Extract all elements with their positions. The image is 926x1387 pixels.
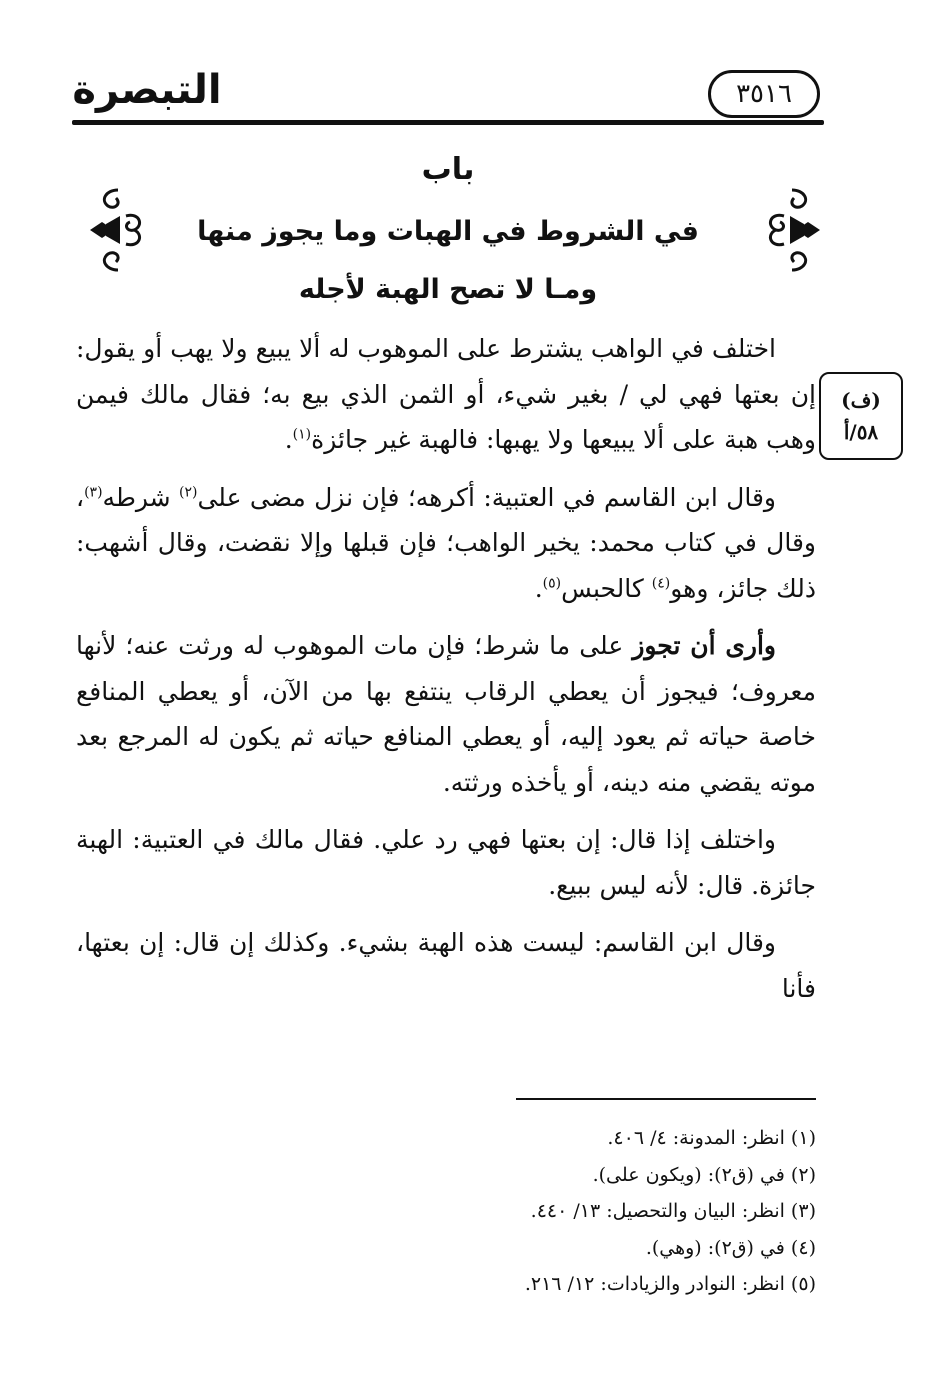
paragraph-2: وقال ابن القاسم في العتبية: أكرهه؛ فإن نزل مضى على$^{(٢)}$ شرطه$^{(٣)}$، وقال في كتاب محمد: يخير الواهب؛ فإن قبلها وإلا نقضت، وقال أشهب: ذلك جائز، وهو$^{(٤)}$ كالحبس$^{(٥)}$. xyxy=(76,482,816,603)
header-rule xyxy=(72,120,824,125)
footnote-item: (٣) انظر: البيان والتحصيل: ١٣/ ٤٤٠. xyxy=(530,1200,816,1222)
right-ornament-icon xyxy=(760,186,824,274)
footnotes xyxy=(76,1120,816,1303)
footnote-item: (٤) في (ق٢): (وهي). xyxy=(645,1236,816,1259)
chapter-heading: باب xyxy=(421,152,475,187)
chapter-subheading-2: ومـا لا تصح الهبة لأجله xyxy=(298,274,598,305)
footnote-ref-1: (١) xyxy=(292,426,312,443)
chapter-subheading-1: في الشروط في الهبات وما يجوز منها xyxy=(197,216,699,247)
footnote-separator xyxy=(516,1098,816,1100)
footnote-ref-3: (٣) xyxy=(84,484,103,501)
footnote-item: (١) انظر: المدونة: ٤/ ٤٠٦. xyxy=(607,1127,816,1149)
margin-note-line1: (ف) xyxy=(841,388,881,412)
body-text xyxy=(76,326,816,1023)
manuscript-margin-note xyxy=(819,372,903,460)
paragraph-1: اختلف في الواهب يشترط على الموهوب له ألا يبيع ولا يهب أو يقول: إن بعتها فهي لي / بغير شيء، أو الثمن الذي بيع به؛ فقال مالك فيمن وهب هبة على ألا يبيعها ولا يهبها: فالهبة غير جائزة$^{(١)}$. xyxy=(76,334,816,454)
book-title: التبصرة xyxy=(72,67,222,113)
margin-note-line2: ٥٨/أ xyxy=(843,420,879,444)
paragraph-3: وأرى أن تجوز على ما شرط؛ فإن مات الموهوب له ورثت عنه؛ لأنها معروف؛ فيجوز أن يعطي الرقاب ينتفع بها من الآن، أو يعطي المنافع خاصة حياته ثم يعود إليه، أو يعطي المنافع حياته ثم يكون له المرجع بعد موته يقضي منه دينه، أو يأخذه ورثته. xyxy=(76,631,816,797)
paragraph-4: واختلف إذا قال: إن بعتها فهي رد علي. فقال مالك في العتبية: الهبة جائزة. قال: لأنه ليس ببيع. xyxy=(76,825,816,900)
footnote-ref-5: (٥) xyxy=(542,575,562,592)
footnote-ref-2: (٢) xyxy=(178,484,198,501)
paragraph-5: وقال ابن القاسم: ليست هذه الهبة بشيء. وكذلك إن قال: إن بعتها، فأنا xyxy=(76,928,816,1003)
footnote-ref-4: (٤) xyxy=(651,575,671,592)
footnote-item: (٥) انظر: النوادر والزيادات: ١٢/ ٢١٦. xyxy=(524,1273,816,1295)
footnote-item: (٢) في (ق٢): (ويكون على). xyxy=(592,1163,816,1186)
page-number: ٣٥١٦ xyxy=(708,70,820,118)
